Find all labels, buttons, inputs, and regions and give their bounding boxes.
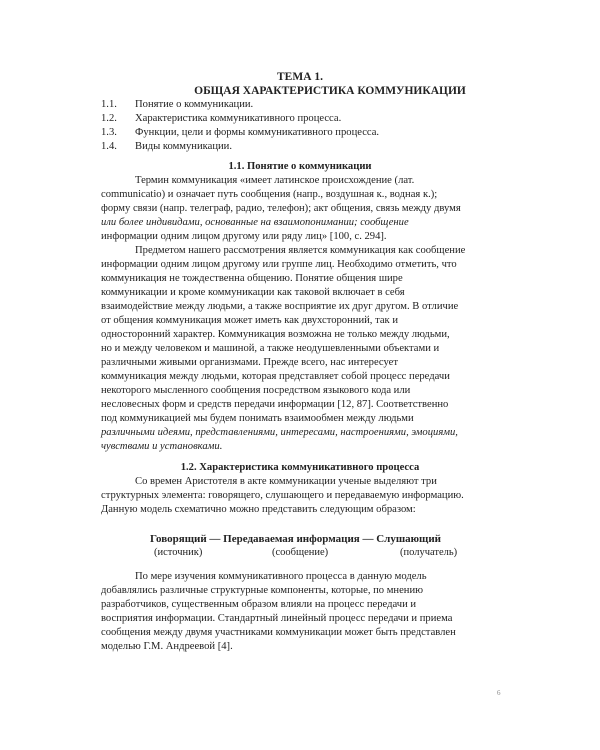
paragraph-line: Предметом нашего рассмотрения является коммуникация как сообщение: [135, 245, 466, 256]
section-1-heading: 1.1. Понятие о коммуникации: [228, 161, 372, 172]
toc-item: [101, 98, 521, 112]
paragraph-line: различными идеями, представлениями, интересами, настроениями, эмоциями,: [101, 427, 458, 438]
paragraph-line: под коммуникацией мы будем понимать взаимообмен между людьми: [101, 413, 414, 424]
toc-item-label: Функции, цели и формы коммуникативного процесса.: [135, 127, 380, 138]
paragraph-line: структурных элемента: говорящего, слушающего и передаваемую информацию.: [101, 490, 464, 501]
page-number: 6: [497, 689, 501, 697]
paragraph-line: информации одним лицом другому или ряду лиц» [100, с. 294].: [101, 231, 387, 242]
paragraph-line: восприятия информации. Стандартный линейный процесс передачи и приема: [101, 613, 453, 624]
paragraph-line: различными живыми организмами. Прежде всего, нас интересует: [101, 357, 398, 368]
paragraph-line: взаимодействие между людьми, а также восприятие их друг другом. В отличие: [101, 301, 459, 312]
section-1-paragraph-2: [101, 244, 499, 454]
toc-item-number: 1.4.: [101, 141, 117, 152]
paragraph-line: разработчиков, существенным образом влияли на процесс передачи и: [101, 599, 417, 610]
paragraph-line: некоторого мысленного сообщения посредством языкового кода или: [101, 385, 411, 396]
toc-item-number: 1.2.: [101, 113, 117, 124]
paragraph-line: Со времен Аристотеля в акте коммуникации ученые выделяют три: [135, 476, 437, 487]
topic-title: ОБЩАЯ ХАРАКТЕРИСТИКА КОММУНИКАЦИИ: [194, 85, 466, 97]
section-2-heading: 1.2. Характеристика коммуникативного процесса: [180, 462, 420, 473]
communication-model: [150, 532, 470, 560]
paragraph-line: моделью Г.М. Андреевой [4].: [101, 641, 233, 652]
toc-item-label: Виды коммуникации.: [135, 141, 232, 152]
table-of-contents: [101, 98, 521, 154]
toc-item-number: 1.3.: [101, 127, 117, 138]
paragraph-line: Термин коммуникация «имеет латинское происхождение (лат.: [135, 175, 415, 186]
paragraph-line: коммуникация не тождественна общению. Понятие общения шире: [101, 273, 403, 284]
paragraph-line: форму связи (напр. телеграф, радио, телефон); акт общения, связь между двумя: [101, 203, 461, 214]
paragraph-line: communicatio) и означает путь сообщения (напр., воздушная к., водная к.);: [101, 189, 438, 200]
paragraph-line: чувствами и установками.: [101, 441, 223, 452]
toc-item: [101, 126, 521, 140]
model-speaker-caption: (источник): [154, 547, 203, 558]
toc-item-number: 1.1.: [101, 99, 117, 110]
paragraph-line: Данную модель схематично можно представить следующим образом:: [101, 504, 416, 515]
toc-item: [101, 112, 521, 126]
model-message-caption: (сообщение): [272, 547, 329, 558]
paragraph-line: односторонний характер. Коммуникация возможна не только между людьми,: [101, 329, 450, 340]
paragraph-line: несловесных форм и средств передачи информации [12, 87]. Соответственно: [101, 399, 449, 410]
paragraph-line: сообщения между двумя участниками коммуникации может быть представлен: [101, 627, 456, 638]
paragraph-line: коммуникация между людьми, которая представляет собой процесс передачи: [101, 371, 450, 382]
section-2-paragraph-1: [101, 475, 499, 517]
toc-item-label: Понятие о коммуникации.: [135, 99, 254, 110]
section-2-paragraph-2: [101, 570, 499, 654]
paragraph-line: но и между человеком и машиной, а также неодушевленными объектами и: [101, 343, 440, 354]
paragraph-line: коммуникации и кроме коммуникации как таковой включает в себя: [101, 287, 405, 298]
toc-item-label: Характеристика коммуникативного процесса.: [135, 113, 342, 124]
topic-number: ТЕМА 1.: [277, 71, 323, 83]
paragraph-line: добавлялись различные структурные компоненты, которые, по мнению: [101, 585, 424, 596]
paragraph-line: или более индивидами, основанные на взаимопонимании; сообщение: [101, 217, 409, 228]
toc-item: [101, 140, 521, 154]
model-captions: [150, 546, 470, 560]
paragraph-line: от общения коммуникация может иметь как двухсторонний, так и: [101, 315, 399, 326]
paragraph-line: информации одним лицом другому или группе лиц. Необходимо отметить, что: [101, 259, 457, 270]
model-listener-caption: (получатель): [400, 547, 458, 558]
model-line: Говорящий — Передаваемая информация — Слушающий: [150, 533, 442, 545]
section-1-paragraph-1: [101, 174, 499, 244]
paragraph-line: По мере изучения коммуникативного процесса в данную модель: [135, 571, 427, 582]
